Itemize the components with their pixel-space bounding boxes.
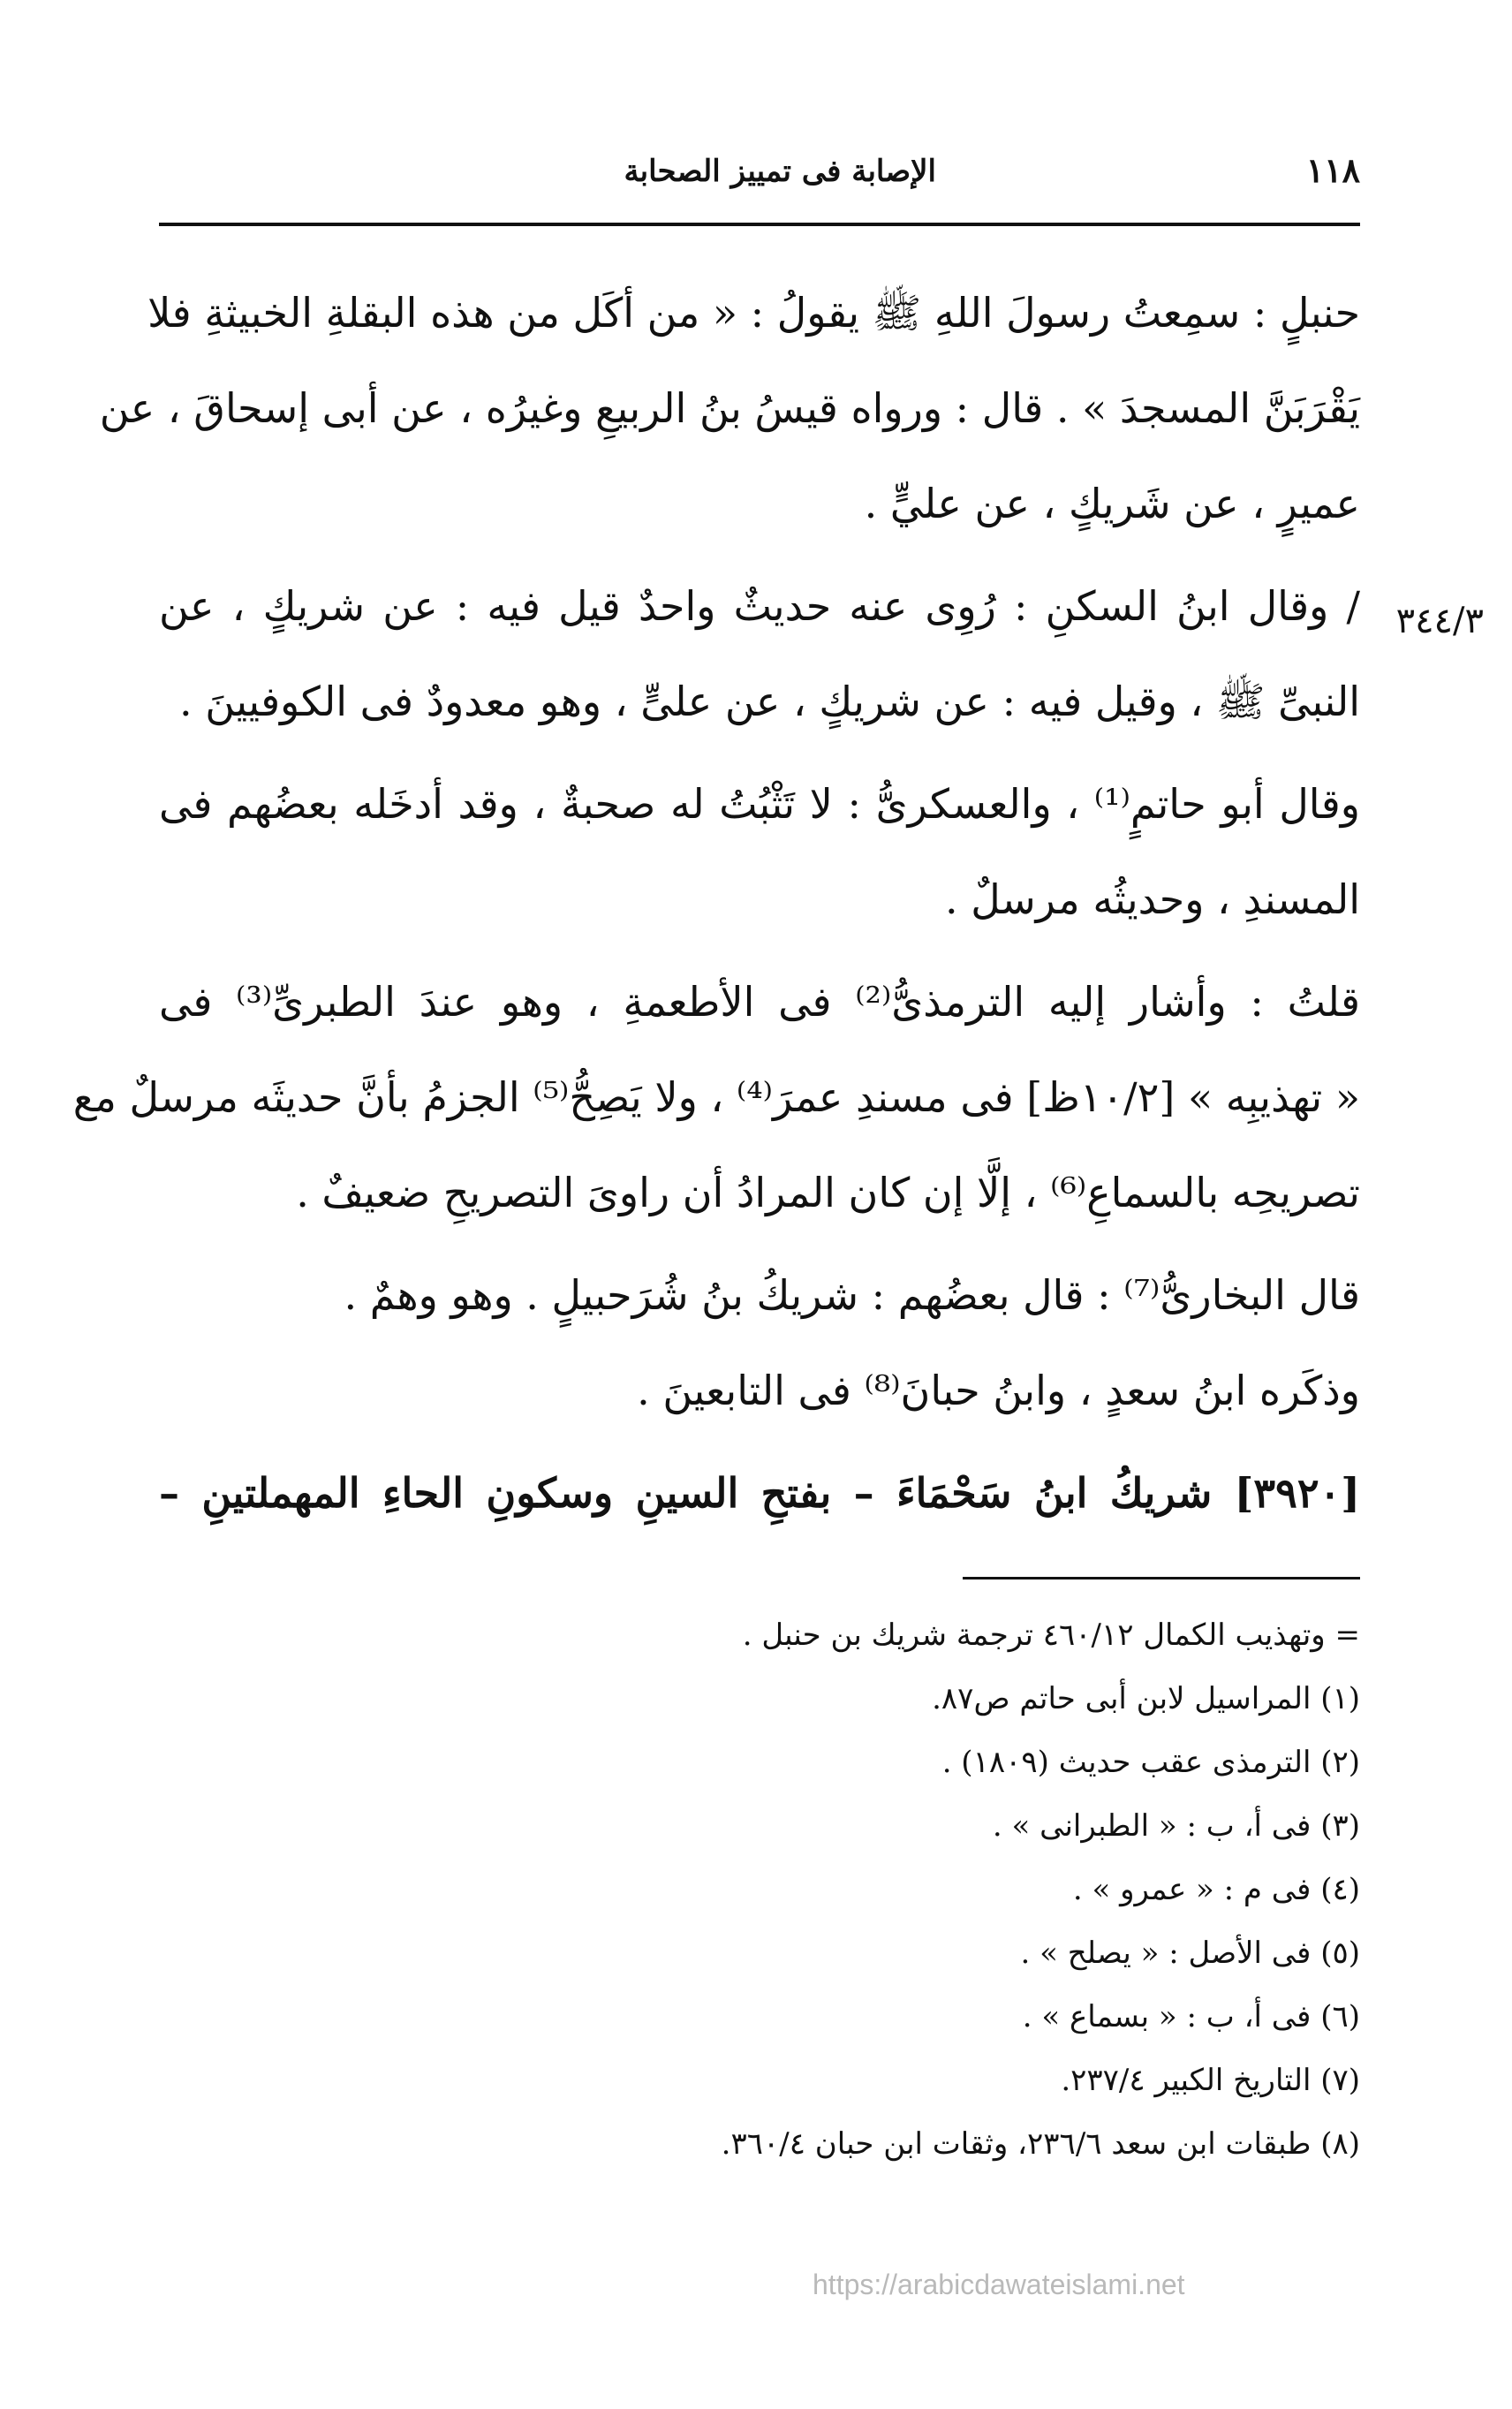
footnote: (٨) طبقات ابن سعد ٢٣٦/٦، وثقات ابن حبان ٣٦٠/٤. — [721, 2126, 1360, 2162]
footnote: (٦) فى أ، ب : « بسماع » . — [1022, 1999, 1360, 2034]
text-line: وذكَره ابنُ سعدٍ ، وابنُ حبانَ⁽⁸⁾ فى التابعينَ . — [637, 1367, 1360, 1414]
main-text — [72, 265, 1361, 1541]
book-title: الإصابة فى تمييز الصحابة — [624, 154, 936, 189]
text-line: وقال أبو حاتمٍ⁽¹⁾ ، والعسكرىُّ : لا تَثْبُتُ له صحبةٌ ، وقد أدخَله بعضُهم فى — [159, 780, 1360, 828]
text-line: النبىِّ ﷺ ، وقيل فيه : عن شريكٍ ، عن علىٍّ ، وهو معدودٌ فى الكوفيينَ . — [179, 678, 1360, 725]
text-line: يَقْرَبَنَّ المسجدَ » . قال : ورواه قيسُ بنُ الربيعِ وغيرُه ، عن أبى إسحاقَ ، عن — [99, 384, 1360, 432]
footnote: (٢) الترمذى عقب حديث (١٨٠٩) . — [941, 1745, 1360, 1780]
text-line: / وقال ابنُ السكنِ : رُوِى عنه حديثٌ واحدٌ قيل فيه : عن شريكٍ ، عن — [159, 582, 1360, 630]
margin-reference: ٣٤٤/٣ — [1395, 601, 1484, 641]
footnote: (٧) التاريخ الكبير ٢٣٧/٤. — [1061, 2063, 1360, 2098]
footnote: (١) المراسيل لابن أبى حاتم ص٨٧. — [932, 1681, 1360, 1716]
text-line: عميرٍ ، عن شَريكٍ ، عن عليٍّ . — [864, 480, 1360, 527]
header-divider — [159, 223, 1360, 226]
footnote: (٣) فى أ، ب : « الطبرانى » . — [992, 1808, 1360, 1844]
text-line: المسندِ ، وحديثُه مرسلٌ . — [945, 875, 1360, 923]
text-line: قلتُ : وأشار إليه الترمذىُّ⁽²⁾ فى الأطعمةِ ، وهو عندَ الطبرىِّ⁽³⁾ فى — [159, 978, 1361, 1026]
watermark-url: https://arabicdawateislami.net — [813, 2269, 1185, 2300]
page-number: ١١٨ — [1305, 150, 1360, 190]
footnote: = وتهذيب الكمال ٤٦٠/١٢ ترجمة شريك بن حنبل . — [742, 1617, 1360, 1653]
footnote: (٤) فى م : « عمرو » . — [1072, 1872, 1360, 1907]
text-line: « تهذيبِه » [١٠/٢ظ] فى مسندِ عمرَ⁽⁴⁾ ، ولا يَصِحُّ⁽⁵⁾ الجزمُ بأنَّ حديثَه مرسلٌ مع — [72, 1073, 1360, 1121]
page-header — [159, 141, 1360, 212]
footnotes — [530, 1603, 1360, 2176]
text-line: قال البخارىُّ⁽⁷⁾ : قال بعضُهم : شريكُ بنُ شُرَحبيلٍ . وهو وهمٌ . — [344, 1271, 1360, 1319]
entry-heading: [٣٩٢٠] شريكُ ابنُ سَحْمَاءَ – بفتحِ السينِ وسكونِ الحاءِ المهملتينِ – — [159, 1469, 1360, 1517]
footnote-divider — [963, 1577, 1360, 1579]
text-line: تصريحِه بالسماعِ⁽⁶⁾ ، إلَّا إن كان المرادُ أن راوىَ التصريحِ ضعيفٌ . — [296, 1169, 1360, 1216]
text-line: حنبلٍ : سمِعتُ رسولَ اللهِ ﷺ يقولُ : « من أكَل من هذه البقلةِ الخبيثةِ فلا — [147, 289, 1360, 337]
footnote: (٥) فى الأصل : « يصلح » . — [1020, 1936, 1360, 1971]
